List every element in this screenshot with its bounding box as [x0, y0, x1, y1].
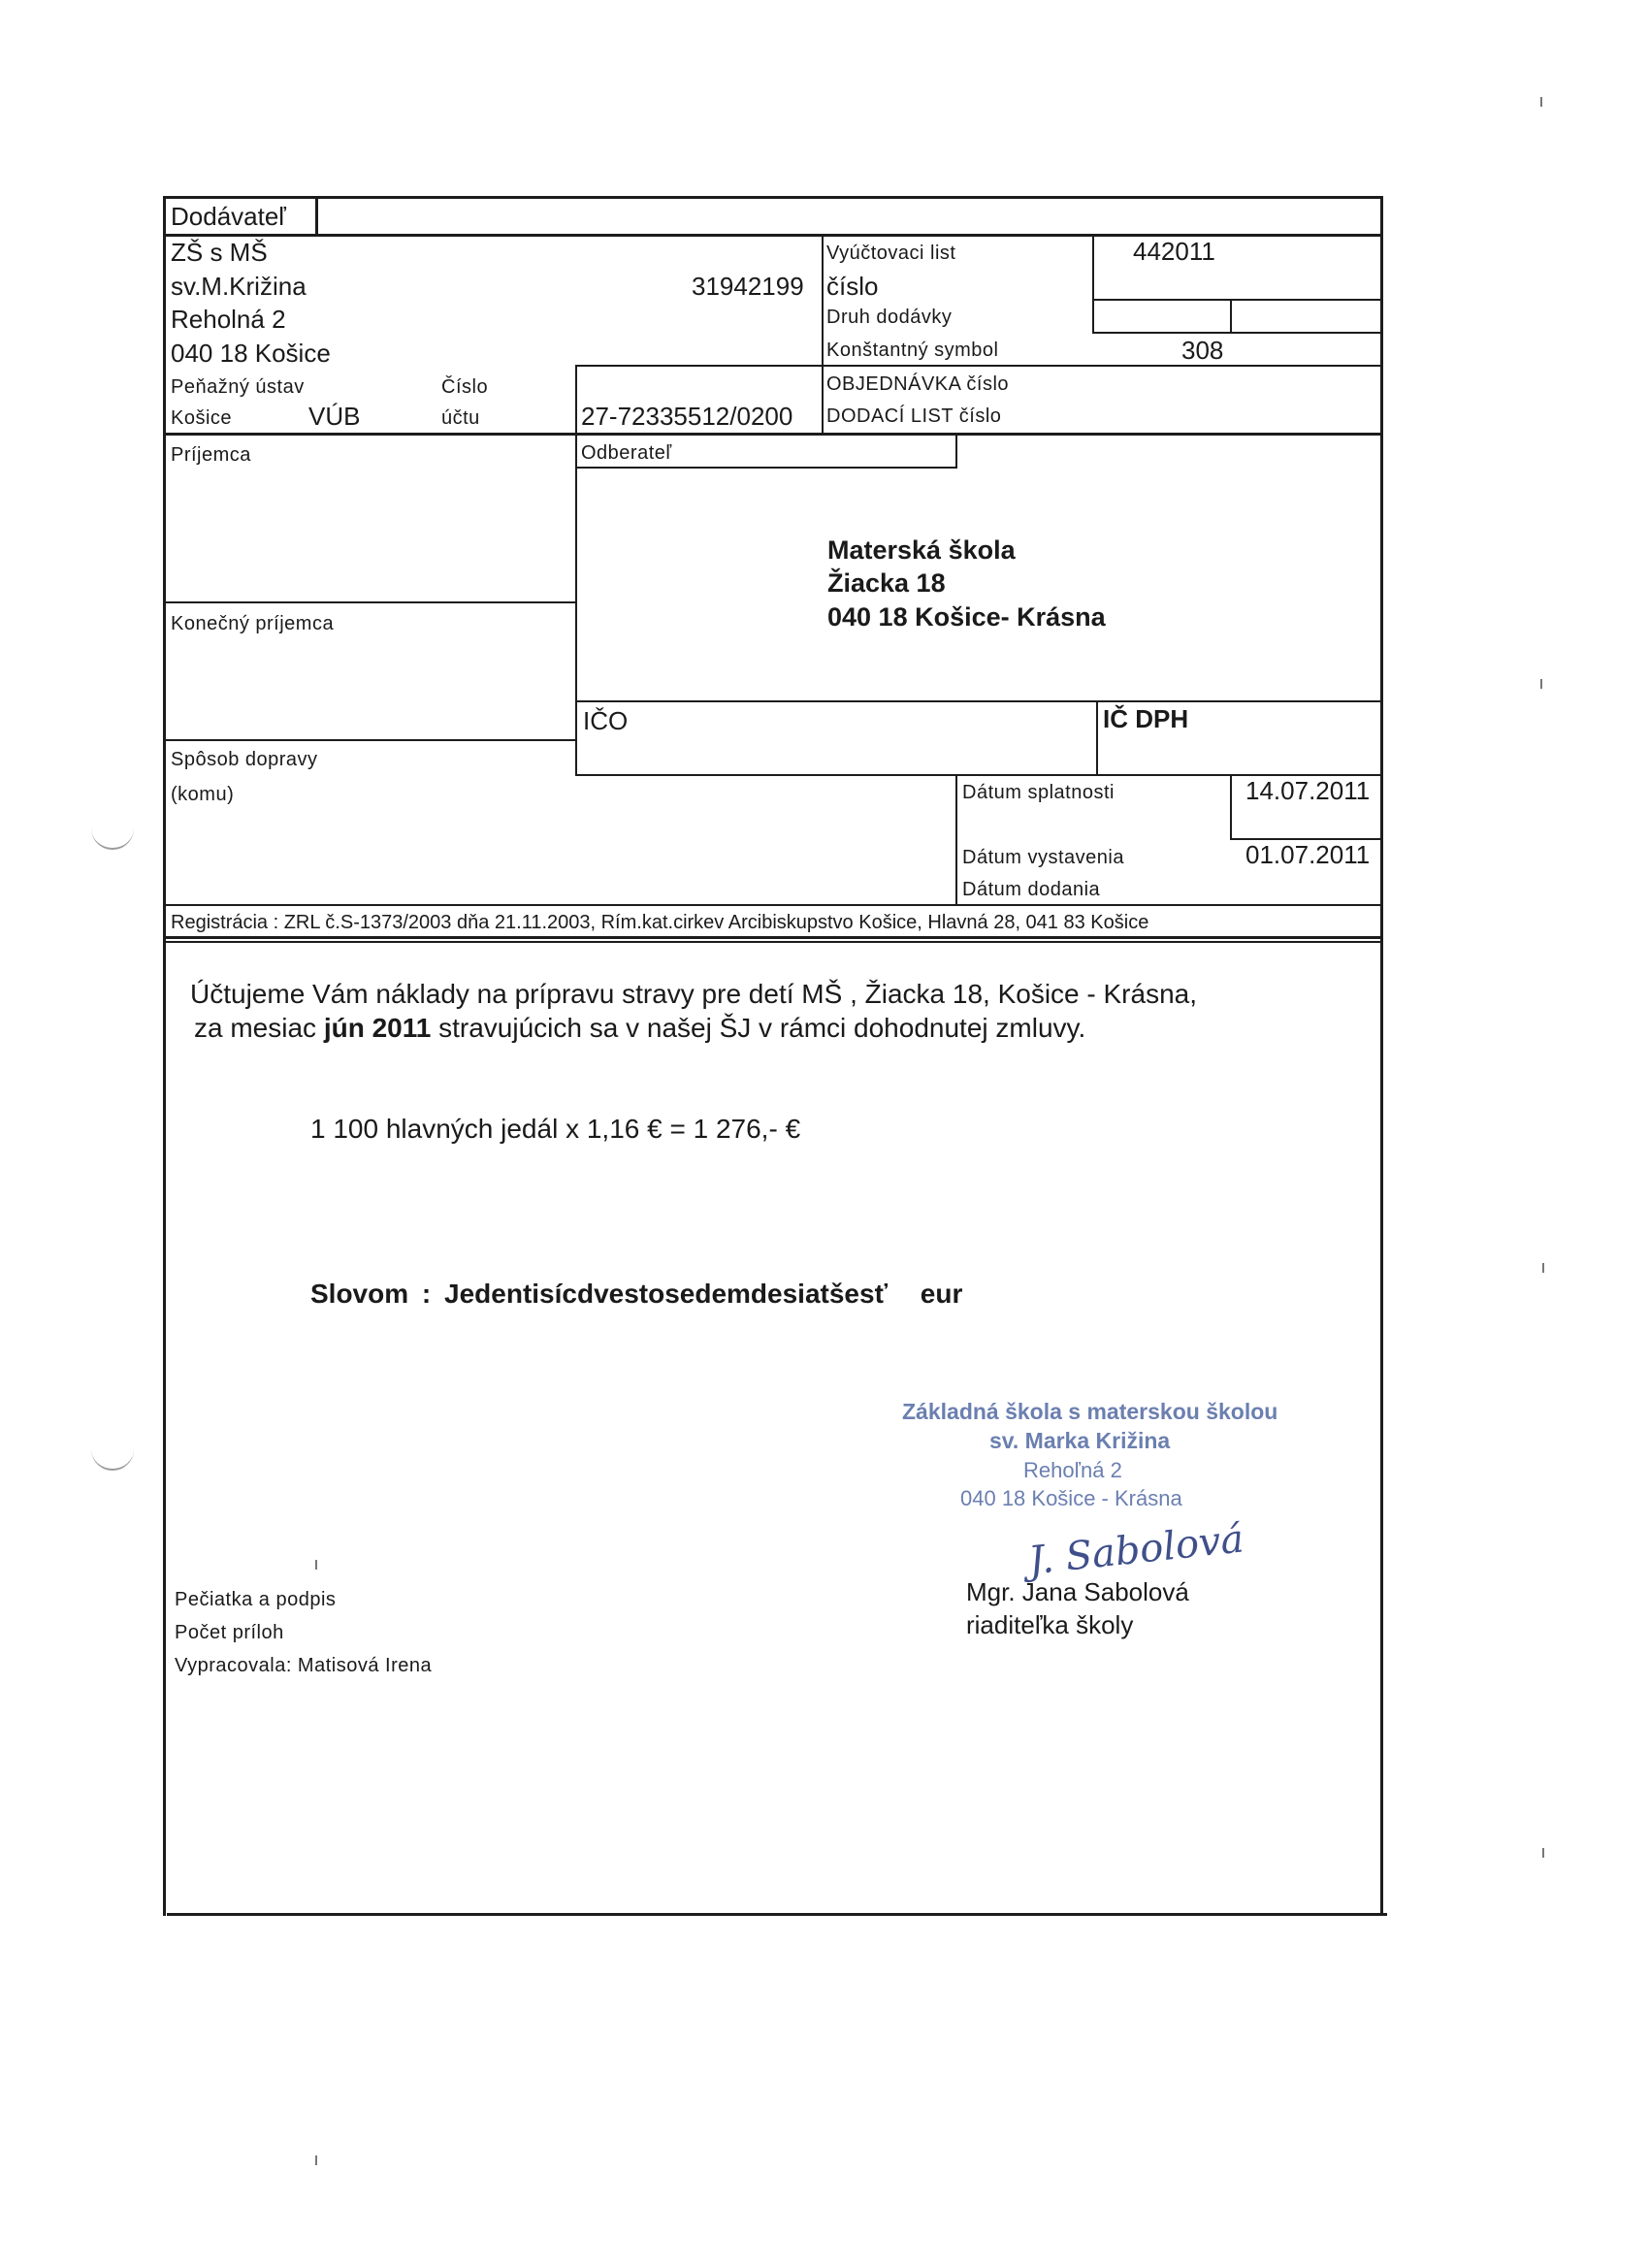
- account-label-top: Číslo: [441, 376, 489, 398]
- punch-hole: [91, 1445, 134, 1471]
- order-label: OBJEDNÁVKA číslo: [826, 373, 1010, 395]
- issue-date: 01.07.2011: [1245, 840, 1371, 869]
- prijemca-label: Príjemca: [171, 444, 251, 466]
- bank-label: Peňažný ústav: [171, 376, 305, 398]
- amount-in-words: [310, 1279, 962, 1310]
- supplier-header-label: Dodávateľ: [171, 202, 286, 231]
- account-label-bottom: účtu: [441, 407, 480, 429]
- transport-label: Spôsob dopravy: [171, 749, 318, 770]
- due-date-label: Dátum splatnosti: [962, 782, 1115, 803]
- bank-city: Košice: [171, 407, 233, 429]
- stamp-line-3: Rehoľná 2: [1023, 1458, 1122, 1482]
- customer-city: 040 18 Košice- Krásna: [827, 602, 1106, 632]
- signatory-title: riaditeľka školy: [966, 1610, 1134, 1639]
- words-value: Jedentisícdvestosedemdesiatšesť: [444, 1279, 888, 1309]
- account-number: 27-72335512/0200: [581, 402, 793, 431]
- invoice-number: 442011: [1133, 237, 1215, 266]
- customer-ic-dph-label: IČ DPH: [1103, 704, 1189, 733]
- customer-header-label: Odberateľ: [581, 442, 672, 464]
- delivery-type-label: Druh dodávky: [826, 307, 953, 328]
- supplier-name: ZŠ s MŠ: [171, 238, 268, 267]
- supplier-name-line2: sv.M.Križina: [171, 272, 307, 301]
- scan-mark: [1542, 1848, 1544, 1858]
- issue-date-label: Dátum vystavenia: [962, 847, 1124, 868]
- customer-ico-label: IČO: [583, 706, 629, 735]
- final-recipient-label: Konečný príjemca: [171, 613, 335, 634]
- transport-sub-label: (komu): [171, 784, 235, 805]
- supplier-street: Reholná 2: [171, 305, 286, 334]
- scan-mark: [315, 1560, 317, 1570]
- stamp-line-2: sv. Marka Križina: [989, 1428, 1171, 1453]
- registration-note: Registrácia : ZRL č.S-1373/2003 dňa 21.11.2003, Rím.kat.cirkev Arcibiskupstvo Košice, Hlavná 28, 041 83 Košice: [171, 912, 1149, 933]
- scan-mark: [1540, 97, 1542, 107]
- stamp-sign-label: Pečiatka a podpis: [175, 1589, 337, 1610]
- invoice-number-label: číslo: [826, 272, 879, 301]
- body-line-2-suffix: stravujúcich sa v našej ŠJ v rámci dohodnutej zmluvy.: [438, 1013, 1086, 1043]
- words-label: Slovom :: [310, 1279, 432, 1309]
- customer-street: Žiacka 18: [827, 568, 946, 598]
- signatory-name: Mgr. Jana Sabolová: [966, 1577, 1189, 1606]
- prepared-by: Vypracovala: Matisová Irena: [175, 1655, 433, 1676]
- scan-mark: [1542, 1263, 1544, 1273]
- scan-mark: [1540, 679, 1542, 689]
- words-currency: eur: [920, 1279, 963, 1309]
- constant-symbol-label: Konštantný symbol: [826, 340, 999, 361]
- body-line-1: Účtujeme Vám náklady na prípravu stravy pre detí MŠ , Žiacka 18, Košice - Krásna,: [190, 979, 1197, 1009]
- supplier-city: 040 18 Košice: [171, 339, 331, 368]
- stamp-line-1: Základná škola s materskou školou: [902, 1399, 1278, 1424]
- customer-name: Materská škola: [827, 535, 1016, 565]
- stamp-line-4: 040 18 Košice - Krásna: [960, 1486, 1182, 1510]
- billing-month: jún 2011: [323, 1013, 432, 1043]
- bank-name: VÚB: [308, 402, 361, 431]
- calculation-line: 1 100 hlavných jedál x 1,16 € = 1 276,- €: [310, 1114, 801, 1144]
- constant-symbol: 308: [1181, 336, 1224, 365]
- invoice-type-label: Vyúčtovaci list: [826, 243, 956, 264]
- body-line-2: [194, 1013, 1085, 1044]
- handwritten-signature: J. Sabolová: [1026, 1516, 1246, 1584]
- scan-mark: [315, 2155, 317, 2165]
- delivery-date-label: Dátum dodania: [962, 879, 1101, 900]
- delivery-note-label: DODACÍ LIST číslo: [826, 405, 1002, 427]
- body-line-2-prefix: za mesiac: [194, 1013, 317, 1043]
- punch-hole: [91, 825, 134, 850]
- supplier-ico: 31942199: [692, 272, 804, 301]
- due-date: 14.07.2011: [1245, 776, 1371, 805]
- attachments-label: Počet príloh: [175, 1622, 284, 1643]
